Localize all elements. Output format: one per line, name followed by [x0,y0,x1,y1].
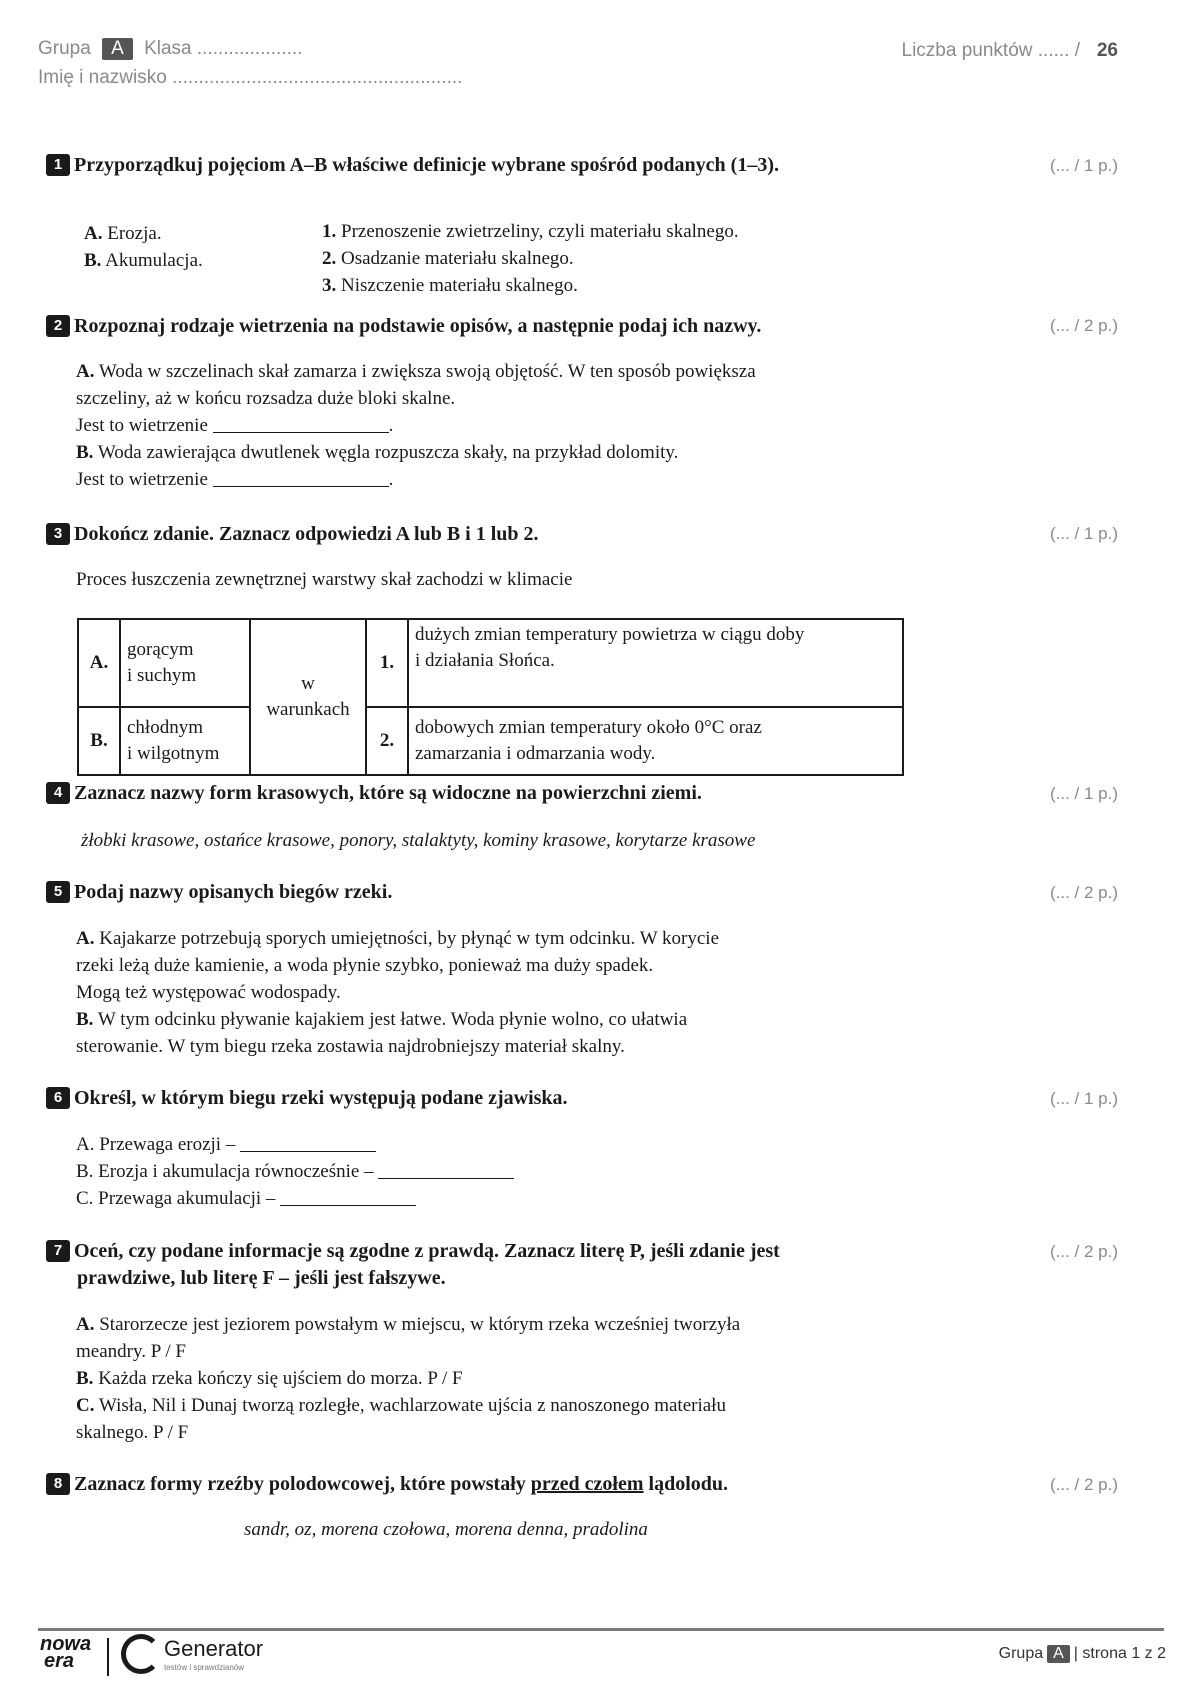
statement-b[interactable]: B. Każda rzeka kończy się ujściem do morza. P / F [76,1368,463,1389]
task-number-badge: 7 [46,1240,70,1262]
underlined-phrase: przed czołem [530,1473,644,1495]
answer-blank[interactable] [213,468,389,487]
class-field[interactable]: Klasa .................... [144,38,303,59]
middle-cell: w warunkach [250,619,366,775]
task-number-badge: 4 [46,782,70,804]
list-item: 2. Osadzanie materiału skalnego. [322,248,574,269]
option-2-text[interactable]: dobowych zmian temperatury około 0°C oraz zamarzania i odmarzania wody. [408,707,903,775]
group-badge: A [1047,1645,1070,1663]
statement-a[interactable]: A. Starorzecze jest jeziorem powstałym w miejscu, w którym rzeka wcześniej tworzyła [76,1314,741,1335]
answer-line-a: A. Przewaga erozji – [76,1131,514,1158]
task-3-table [77,618,904,776]
footer-page-info: Grupa A | strona 1 z 2 [998,1645,1166,1662]
footer-rule [38,1628,1164,1631]
task-3-sentence: Proces łuszczenia zewnętrznej warstwy skał zachodzi w klimacie [76,569,573,590]
answer-blank[interactable] [240,1133,376,1152]
answer-blank[interactable] [378,1160,514,1179]
points-field [902,40,1080,62]
task-1-left-list [84,220,203,274]
generator-brand: Generator [164,1636,264,1661]
points-label: Liczba punktów ...... / [901,40,1080,61]
task-5-title: 5 Podaj nazwy opisanych biegów rzeki. [46,879,392,906]
task-2-points: (... / 2 p.) [1049,316,1118,335]
answer-line-b: Jest to wietrzenie . [76,469,394,490]
option-2-label[interactable]: 2. [366,707,408,775]
list-item: A. Erozja. [84,223,162,244]
answer-line-c: C. Przewaga akumulacji – [76,1185,514,1212]
task-number-badge: 8 [46,1473,70,1495]
points-total: 26 [1096,40,1118,61]
list-item: B. Akumulacja. [84,250,203,271]
task-number-badge: 1 [46,154,70,176]
generator-brand-sub: testów i sprawdzianów [164,1663,245,1672]
generator-logo-icon [121,1634,161,1674]
task-7-points: (... / 2 p.) [1049,1242,1118,1261]
option-b-label[interactable]: B. [78,707,120,775]
task-number-badge: 2 [46,315,70,337]
task-2-body: A. Woda w szczelinach skał zamarza i zwiększa swoją objętość. W ten sposób powiększa szczeliny, aż w końcu rozsadza duże bloki skalne. Jest to wietrzenie . B. Woda zawierająca dwutlenek węgla rozpuszcza skały, na przykład dolomity. Jest to wietrzenie . [76,358,756,493]
task-7-title: 7 Oceń, czy podane informacje są zgodne z prawdą. Zaznacz literę P, jeśli zdanie jest prawdziwe, lub literę F – jeśli jest fałszywe. [46,1238,780,1292]
statement-c[interactable]: C. Wisła, Nil i Dunaj tworzą rozległe, wachlarzowate ujścia z nanoszonego materiału [76,1395,726,1416]
task-7-body: A. Starorzecze jest jeziorem powstałym w miejscu, w którym rzeka wcześniej tworzyła meandry. P / F B. Każda rzeka kończy się ujściem do morza. P / F C. Wisła, Nil i Dunaj tworzą rozległe, wachlarzowate ujścia z nanoszonego materiału skalnego. P / F [76,1311,740,1446]
option-a-label[interactable]: A. [78,619,120,707]
answer-blank[interactable] [280,1187,416,1206]
task-8-options[interactable]: sandr, oz, morena czołowa, morena denna, pradolina [244,1519,648,1540]
task-number-badge: 5 [46,881,70,903]
task-3-title: 3 Dokończ zdanie. Zaznacz odpowiedzi A lub B i 1 lub 2. [46,521,539,548]
task-8-points: (... / 2 p.) [1049,1475,1118,1494]
answer-line-a: Jest to wietrzenie . [76,415,394,436]
group-badge: A [102,38,133,60]
logo-divider [107,1638,109,1676]
task-2-title: 2 Rozpoznaj rodzaje wietrzenia na podstawie opisów, a następnie podaj ich nazwy. [46,313,761,340]
option-a-text[interactable]: gorącym i suchym [120,619,250,707]
option-b-text[interactable]: chłodnym i wilgotnym [120,707,250,775]
task-4-points: (... / 1 p.) [1049,784,1118,803]
option-1-text[interactable]: dużych zmian temperatury powietrza w ciągu doby i działania Słońca. [408,619,903,707]
task-8-title: 8 Zaznacz formy rzeźby polodowcowej, które powstały przed czołem lądolodu. [46,1471,728,1498]
list-item: 1. Przenoszenie zwietrzeliny, czyli materiału skalnego. [322,221,739,242]
task-6-points: (... / 1 p.) [1049,1089,1118,1108]
task-3-points: (... / 1 p.) [1049,524,1118,543]
group-label: Grupa [38,38,91,59]
task-1-title: 1 Przyporządkuj pojęciom A–B właściwe definicje wybrane spośród podanych (1–3). [46,152,779,179]
task-6-body [76,1131,514,1212]
task-1-right-list [322,218,739,299]
header-group-class [38,38,302,60]
list-item: 3. Niszczenie materiału skalnego. [322,275,578,296]
task-5-body: A. Kajakarze potrzebują sporych umiejętności, by płynąć w tym odcinku. W korycie rzeki leżą duże kamienie, a woda płynie szybko, ponieważ ma duży spadek. Mogą też występować wodospady. B. W tym odcinku pływanie kajakiem jest łatwe. Woda płynie wolno, co ułatwia sterowanie. W tym biegu rzeka zostawia najdrobniejszy materiał skalny. [76,928,720,1057]
option-1-label[interactable]: 1. [366,619,408,707]
answer-blank[interactable] [213,414,389,433]
answer-line-b: B. Erozja i akumulacja równocześnie – [76,1158,514,1185]
task-number-badge: 6 [46,1087,70,1109]
nowa-era-logo: nowa era [40,1633,92,1672]
task-4-title: 4 Zaznacz nazwy form krasowych, które są widoczne na powierzchni ziemi. [46,780,702,807]
task-1-points: (... / 1 p.) [1049,156,1118,175]
name-field[interactable]: Imię i nazwisko ....................................................... [38,67,463,88]
task-4-options[interactable]: żłobki krasowe, ostańce krasowe, ponory, stalaktyty, kominy krasowe, korytarze krasowe [81,830,756,851]
task-number-badge: 3 [46,523,70,545]
task-6-title: 6 Określ, w którym biegu rzeki występują podane zjawiska. [46,1085,568,1112]
task-5-points: (... / 2 p.) [1049,883,1118,902]
